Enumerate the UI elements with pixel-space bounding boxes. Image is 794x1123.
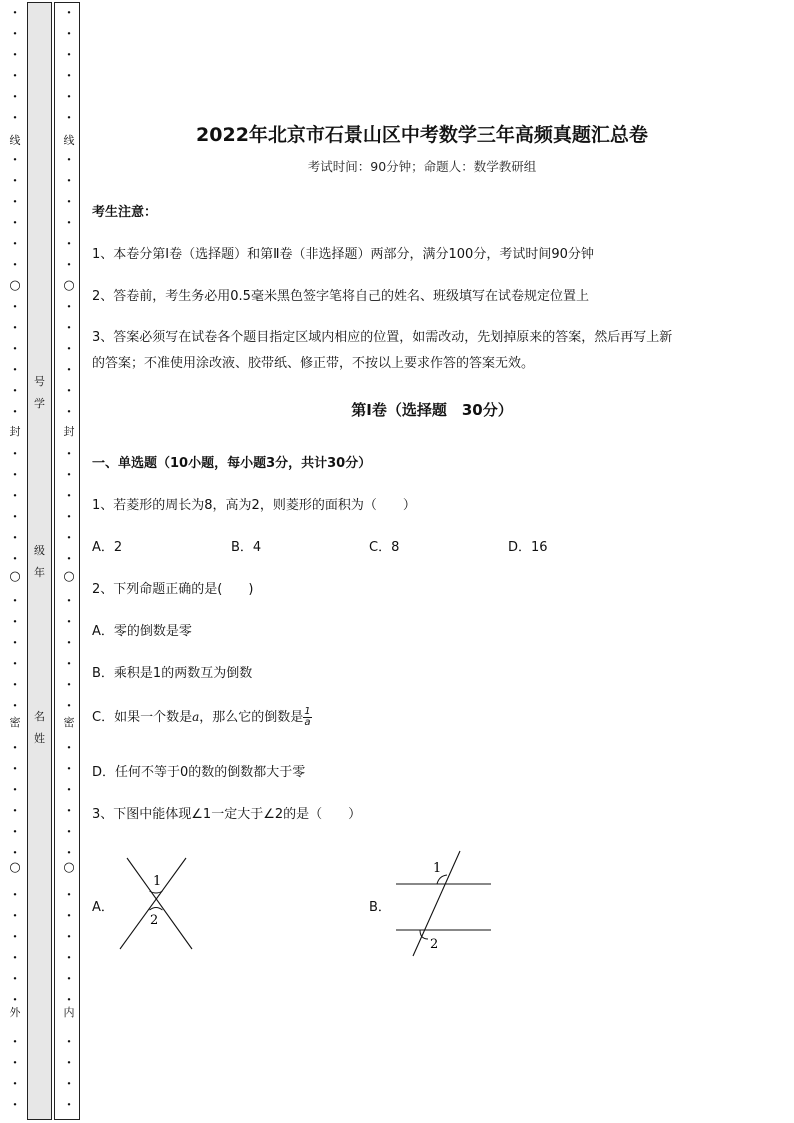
outer-seal-dot: · [12, 321, 18, 336]
outer-seal-dot: · [12, 1077, 18, 1092]
inner-seal-dot: · [66, 258, 72, 273]
inner-seal-mark-1: 线 [63, 134, 75, 147]
outer-seal-dot: · [12, 216, 18, 231]
question-2-option-c [92, 706, 312, 728]
inner-seal-mark-2: ○ [63, 278, 75, 293]
inner-seal-dot: · [66, 48, 72, 63]
question-3-stem: 3、下图中能体现∠1一定大于∠2的是（ ） [92, 807, 362, 822]
notes-heading: 考生注意： [92, 205, 158, 220]
class-label-2: 年 [34, 566, 45, 579]
inner-seal-dot: · [66, 993, 72, 1008]
name-label-2: 姓 [34, 732, 45, 745]
question-2-stem: 2、下列命题正确的是( ) [92, 582, 254, 597]
fraction-numerator: 1 [304, 706, 311, 717]
inner-seal-dot: · [66, 384, 72, 399]
inner-seal-dot: · [66, 1056, 72, 1071]
inner-seal-dot: · [66, 510, 72, 525]
outer-seal-dot: · [12, 1035, 18, 1050]
outer-seal-dot: · [12, 531, 18, 546]
outer-seal-dot: · [12, 174, 18, 189]
outer-seal-dot: · [12, 90, 18, 105]
inner-seal-dot: · [66, 888, 72, 903]
note-3-line-1: 3、答案必须写在试卷各个题目指定区域内相应的位置，如需改动，先划掉原来的答案，然后再写上新 [92, 330, 673, 345]
outer-seal-dot: · [12, 489, 18, 504]
outer-seal-mark-7: 外 [9, 1006, 21, 1019]
student-number-label-1: 号 [34, 375, 45, 388]
question-1-option-d: D．16 [508, 540, 548, 555]
inner-seal-dot: · [66, 363, 72, 378]
angle-1-label: 1 [433, 861, 442, 876]
inner-seal-dot: · [66, 678, 72, 693]
inner-seal-dot: · [66, 342, 72, 357]
inner-seal-dot: · [66, 1035, 72, 1050]
inner-seal-dot: · [66, 699, 72, 714]
variable-a: a [192, 710, 200, 724]
note-1: 1、本卷分第I卷（选择题）和第Ⅱ卷（非选择题）两部分，满分100分，考试时间90分钟 [92, 247, 594, 262]
question-3-option-b: B． [369, 900, 391, 915]
inner-seal-dot: · [66, 237, 72, 252]
outer-seal-dot: · [12, 111, 18, 126]
inner-seal-dot: · [66, 594, 72, 609]
outer-seal-dot: · [12, 699, 18, 714]
question-1-option-a: A．2 [92, 540, 123, 555]
outer-seal-dot: · [12, 594, 18, 609]
inner-seal-dot: · [66, 216, 72, 231]
outer-seal-dot: · [12, 405, 18, 420]
outer-seal-dot: · [12, 363, 18, 378]
outer-seal-dot: · [12, 552, 18, 567]
fraction-denominator: a [304, 717, 311, 728]
inner-seal-dot: · [66, 741, 72, 756]
outer-seal-dot: · [12, 1056, 18, 1071]
line-2 [127, 858, 192, 949]
angle-1-label: 1 [153, 874, 162, 889]
angle-2-label: 2 [150, 913, 159, 928]
outer-seal-dot: · [12, 636, 18, 651]
binding-margin [0, 0, 84, 1123]
inner-seal-dot: · [66, 300, 72, 315]
inner-seal-dot: · [66, 930, 72, 945]
outer-seal-dot: · [12, 741, 18, 756]
outer-seal-dot: · [12, 804, 18, 819]
outer-seal-mark-3: 封 [9, 425, 21, 438]
inner-seal-dot: · [66, 972, 72, 987]
note-2: 2、答卷前，考生务必用0.5毫米黑色签字笔将自己的姓名、班级填写在试卷规定位置上 [92, 289, 589, 304]
question-2-option-d: D．任何不等于0的数的倒数都大于零 [92, 765, 306, 780]
section-title: 第I卷（选择题 30分） [351, 401, 513, 419]
inner-seal-dot: · [66, 951, 72, 966]
student-number-label-2: 学 [34, 397, 45, 410]
inner-seal-dot: · [66, 552, 72, 567]
inner-seal-mark-3: 封 [63, 425, 75, 438]
outer-seal-dot: · [12, 1098, 18, 1113]
inner-seal-dot: · [66, 846, 72, 861]
angle-2-arc [150, 908, 163, 911]
outer-seal-mark-5: 密 [9, 716, 21, 729]
outer-seal-dot: · [12, 972, 18, 987]
exam-info: 考试时间：90分钟；命题人：数学教研组 [307, 159, 537, 174]
outer-seal-dot: · [12, 258, 18, 273]
inner-seal-line [58, 0, 80, 1123]
inner-seal-dot: · [66, 405, 72, 420]
inner-seal-mark-5: 密 [63, 716, 75, 729]
inner-seal-dot: · [66, 195, 72, 210]
outer-seal-dot: · [12, 783, 18, 798]
inner-seal-dot: · [66, 6, 72, 21]
outer-seal-dot: · [12, 27, 18, 42]
question-1-option-c: C．8 [369, 540, 400, 555]
outer-seal-dot: · [12, 300, 18, 315]
outer-seal-mark-1: 线 [9, 134, 21, 147]
outer-seal-dot: · [12, 510, 18, 525]
inner-seal-dot: · [66, 321, 72, 336]
page-title: 2022年北京市石景山区中考数学三年高频真题汇总卷 [196, 124, 648, 146]
outer-seal-dot: · [12, 762, 18, 777]
inner-seal-dot: · [66, 804, 72, 819]
outer-seal-dot: · [12, 195, 18, 210]
inner-seal-dot: · [66, 636, 72, 651]
outer-seal-dot: · [12, 69, 18, 84]
part-one-heading: 一、单选题（10小题，每小题3分，共计30分） [92, 456, 372, 471]
inner-seal-dot: · [66, 489, 72, 504]
outer-seal-dot: · [12, 825, 18, 840]
outer-seal-dot: · [12, 6, 18, 21]
inner-seal-dot: · [66, 69, 72, 84]
outer-seal-dot: · [12, 342, 18, 357]
outer-seal-line [4, 0, 26, 1123]
outer-seal-dot: · [12, 993, 18, 1008]
inner-seal-dot: · [66, 531, 72, 546]
outer-seal-dot: · [12, 384, 18, 399]
outer-seal-dot: · [12, 468, 18, 483]
figure-a-intersecting-lines [110, 850, 205, 955]
outer-seal-dot: · [12, 909, 18, 924]
outer-seal-dot: · [12, 657, 18, 672]
outer-seal-dot: · [12, 678, 18, 693]
outer-seal-mark-4: ○ [9, 569, 21, 584]
inner-seal-dot: · [66, 27, 72, 42]
question-3-option-a: A． [92, 900, 114, 915]
inner-seal-dot: · [66, 174, 72, 189]
outer-seal-dot: · [12, 447, 18, 462]
question-1-option-b: B．4 [231, 540, 262, 555]
outer-seal-dot: · [12, 237, 18, 252]
outer-seal-dot: · [12, 846, 18, 861]
inner-seal-mark-7: 内 [63, 1006, 75, 1019]
outer-seal-dot: · [12, 153, 18, 168]
outer-seal-dot: · [12, 888, 18, 903]
outer-seal-dot: · [12, 48, 18, 63]
outer-seal-dot: · [12, 951, 18, 966]
inner-seal-dot: · [66, 1098, 72, 1113]
inner-seal-dot: · [66, 447, 72, 462]
inner-seal-mark-6: ○ [63, 860, 75, 875]
inner-seal-dot: · [66, 1077, 72, 1092]
question-2-option-c-prefix: C．如果一个数是 [92, 710, 193, 725]
inner-seal-dot: · [66, 825, 72, 840]
inner-seal-dot: · [66, 657, 72, 672]
figure-b-parallel-transversal [390, 845, 500, 960]
outer-seal-dot: · [12, 615, 18, 630]
inner-seal-dot: · [66, 153, 72, 168]
inner-seal-dot: · [66, 90, 72, 105]
question-2-option-b: B．乘积是1的两数互为倒数 [92, 666, 253, 681]
inner-seal-dot: · [66, 783, 72, 798]
outer-seal-dot: · [12, 930, 18, 945]
angle-2-label: 2 [430, 937, 439, 952]
class-label-1: 级 [34, 544, 45, 557]
inner-seal-mark-4: ○ [63, 569, 75, 584]
outer-seal-mark-6: ○ [9, 860, 21, 875]
question-2-option-a: A．零的倒数是零 [92, 624, 192, 639]
question-2-option-c-mid: ，那么它的倒数是 [199, 710, 304, 725]
inner-seal-dot: · [66, 468, 72, 483]
inner-seal-dot: · [66, 909, 72, 924]
line-1 [120, 858, 186, 949]
inner-seal-dot: · [66, 111, 72, 126]
note-3-line-2: 的答案；不准使用涂改液、胶带纸、修正带，不按以上要求作答的答案无效。 [92, 356, 535, 371]
fraction-one-over-a [303, 707, 311, 728]
name-label-1: 名 [34, 710, 45, 723]
inner-seal-dot: · [66, 615, 72, 630]
question-1-stem: 1、若菱形的周长为8，高为2，则菱形的面积为（ ） [92, 498, 416, 513]
outer-seal-mark-2: ○ [9, 278, 21, 293]
inner-seal-dot: · [66, 762, 72, 777]
